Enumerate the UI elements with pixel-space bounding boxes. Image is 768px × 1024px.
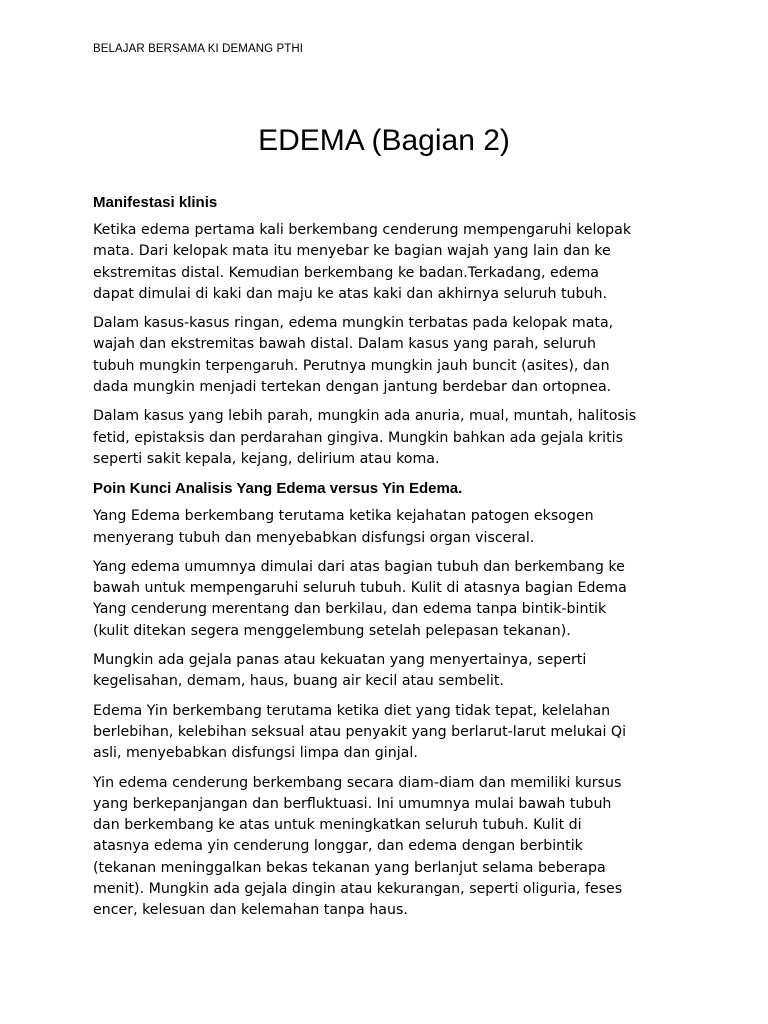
document-title: EDEMA (Bagian 2) bbox=[258, 124, 510, 157]
paragraph-line: kegelisahan, demam, haus, buang air kecil atau sembelit. bbox=[93, 673, 504, 690]
paragraph-line: Edema Yin berkembang terutama ketika diet yang tidak tepat, kelelahan bbox=[93, 702, 611, 719]
paragraph-line: bawah untuk mempengaruhi seluruh tubuh. Kulit di atasnya bagian Edema bbox=[93, 580, 627, 597]
paragraph-line: ekstremitas distal. Kemudian berkembang ke badan.Terkadang, edema bbox=[93, 264, 599, 281]
paragraph-line: berlebihan, kelebihan seksual atau penyakit yang berlarut-larut melukai Qi bbox=[93, 723, 627, 740]
paragraph bbox=[93, 406, 683, 470]
paragraph bbox=[93, 773, 683, 922]
paragraph-line: dada mungkin menjadi tertekan dengan jantung berdebar dan ortopnea. bbox=[93, 379, 612, 396]
paragraph-line: atasnya edema yin cenderung longgar, dan edema dengan berbintik bbox=[93, 838, 583, 855]
paragraph-line: Dalam kasus-kasus ringan, edema mungkin terbatas pada kelopak mata, bbox=[93, 315, 614, 332]
page-header: BELAJAR BERSAMA KI DEMANG PTHI bbox=[93, 43, 304, 55]
paragraph-line: wajah dan ekstremitas bawah distal. Dalam kasus yang parah, seluruh bbox=[93, 336, 596, 353]
paragraph-line: mata. Dari kelopak mata itu menyebar ke bagian wajah yang lain dan ke bbox=[93, 243, 611, 260]
paragraph-line: tubuh mungkin terpengaruh. Perutnya mungkin jauh buncit (asites), dan bbox=[93, 357, 610, 374]
paragraph-line: Mungkin ada gejala panas atau kekuatan yang menyertainya, seperti bbox=[93, 652, 587, 669]
paragraph-line: Yang edema umumnya dimulai dari atas bagian tubuh dan berkembang ke bbox=[93, 558, 625, 575]
paragraph bbox=[93, 313, 683, 398]
paragraph-line: menit). Mungkin ada gejala dingin atau kekurangan, seperti oliguria, feses bbox=[93, 881, 623, 898]
paragraph bbox=[93, 220, 683, 305]
paragraph-line: Yang Edema berkembang terutama ketika kejahatan patogen eksogen bbox=[93, 508, 594, 525]
paragraph-line: dapat dimulai di kaki dan maju ke atas kaki dan akhirnya seluruh tubuh. bbox=[93, 285, 608, 302]
paragraph-line: Ketika edema pertama kali berkembang cenderung mempengaruhi kelopak bbox=[93, 222, 632, 238]
section-heading: Poin Kunci Analisis Yang Edema versus Yin Edema. bbox=[93, 480, 463, 498]
paragraph-line: fetid, epistaksis dan perdarahan gingiva. Mungkin bahkan ada gejala kritis bbox=[93, 429, 624, 446]
paragraph-line: Yin edema cenderung berkembang secara diam-diam dan memiliki kursus bbox=[93, 774, 622, 791]
paragraph-line: menyerang tubuh dan menyebabkan disfungsi organ visceral. bbox=[93, 529, 535, 546]
paragraph-line: (kulit ditekan segera menggelembung setelah pelepasan tekanan). bbox=[93, 622, 571, 639]
section-heading: Manifestasi klinis bbox=[93, 194, 218, 211]
paragraph bbox=[93, 650, 683, 693]
paragraph-line: encer, kelesuan dan kelemahan tanpa haus. bbox=[93, 902, 408, 919]
document-body bbox=[93, 192, 683, 930]
paragraph-line: Dalam kasus yang lebih parah, mungkin ada anuria, mual, muntah, halitosis bbox=[93, 408, 637, 425]
paragraph bbox=[93, 557, 683, 642]
paragraph-line: Yang cenderung merentang dan berkilau, dan edema tanpa bintik-bintik bbox=[93, 601, 607, 618]
paragraph-line: (tekanan meninggalkan bekas tekanan yang berlanjut selama beberapa bbox=[93, 859, 606, 876]
paragraph-line: yang berkepanjangan dan berfluktuasi. Ini umumnya mulai bawah tubuh bbox=[93, 795, 612, 812]
paragraph-line: seperti sakit kepala, kejang, delirium atau koma. bbox=[93, 450, 440, 467]
paragraph-line: dan berkembang ke atas untuk meningkatkan seluruh tubuh. Kulit di bbox=[93, 817, 582, 834]
paragraph bbox=[93, 506, 683, 549]
paragraph bbox=[93, 701, 683, 765]
paragraph-line: asli, menyebabkan disfungsi limpa dan ginjal. bbox=[93, 745, 418, 762]
